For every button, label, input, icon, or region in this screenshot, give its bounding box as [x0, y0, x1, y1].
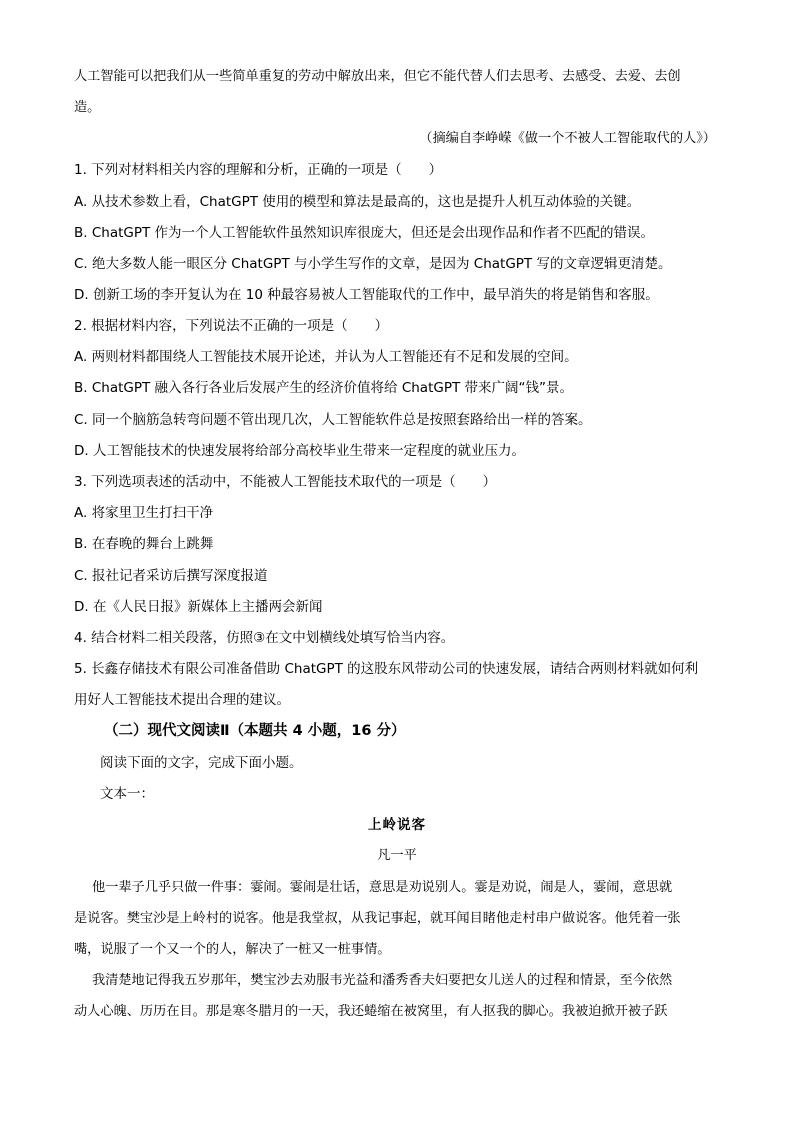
question-4-stem: 4. 结合材料二相关段落，仿照③在文中划横线处填写恰当内容。 [74, 630, 455, 646]
question-1-option-d: D. 创新工场的李开复认为在 10 种最容易被人工智能取代的工作中，最早消失的将是销售和客服。 [74, 287, 659, 303]
section-heading: （二）现代文阅读Ⅱ（本题共 4 小题，16 分） [104, 723, 406, 739]
question-2-option-a: A. 两则材料都围绕人工智能技术展开论述，并认为人工智能还有不足和发展的空间。 [74, 349, 578, 365]
story-line-5: 动人心魄、历历在目。那是寒冬腊月的一天，我还蜷缩在被窝里，有人抠我的脚心。我被迫掀开被子跃 [74, 1004, 668, 1019]
passage-end-line-1: 人工智能可以把我们从一些简单重复的劳动中解放出来，但它不能代替人们去思考、去感受、去爱、去创 [74, 69, 681, 84]
question-5-stem: 5. 长鑫存储技术有限公司准备借助 ChatGPT 的这股东风带动公司的快速发展，请结合两则材料就如何利 [74, 661, 699, 677]
question-5-stem-continued: 用好人工智能技术提出合理的建议。 [74, 692, 290, 708]
question-1-stem: 1. 下列对材料相关内容的理解和分析，正确的一项是（ ） [74, 162, 443, 178]
passage-end-line-2: 造。 [74, 100, 101, 115]
question-3-option-c: C. 报社记者采访后撰写深度报道 [74, 568, 268, 584]
question-3-option-b: B. 在春晚的舞台上跳舞 [74, 536, 214, 552]
question-2-stem: 2. 根据材料内容，下列说法不正确的一项是（ ） [74, 318, 389, 334]
story-line-3: 嘴，说服了一个又一个的人，解决了一桩又一桩事情。 [74, 942, 391, 957]
question-1-option-b: B. ChatGPT 作为一个人工智能软件虽然知识库很庞大，但还是会出现作品和作者不匹配的错误。 [74, 225, 655, 241]
story-title: 上岭说客 [368, 817, 426, 833]
question-1-option-a: A. 从技术参数上看，ChatGPT 使用的模型和算法是最高的，这也是提升人机互动体验的关键。 [74, 194, 641, 210]
question-2-option-b: B. ChatGPT 融入各行各业后发展产生的经济价值将给 ChatGPT 带来广阔“钱”景。 [74, 380, 573, 396]
question-2-option-c: C. 同一个脑筋急转弯问题不管出现几次，人工智能软件总是按照套路给出一样的答案。 [74, 412, 592, 428]
story-author: 凡一平 [377, 848, 417, 863]
question-3-option-a: A. 将家里卫生打扫干净 [74, 505, 214, 521]
question-3-stem: 3. 下列选项表述的活动中，不能被人工智能技术取代的一项是（ ） [74, 474, 497, 490]
passage-source: （摘编自李峥嵘《做一个不被人工智能取代的人》） [419, 131, 716, 146]
story-line-4: 我清楚地记得我五岁那年，樊宝沙去劝服韦光益和潘秀香夫妇要把女儿送人的过程和情景，至今依然 [92, 973, 673, 988]
question-1-option-c: C. 绝大多数人能一眼区分 ChatGPT 与小学生写作的文章，是因为 ChatGPT 写的文章逻辑更清楚。 [74, 256, 672, 272]
text-label: 文本一： [100, 786, 154, 802]
section-instruction: 阅读下面的文字，完成下面小题。 [100, 755, 303, 771]
story-line-2: 是说客。樊宝沙是上岭村的说客。他是我堂叔，从我记事起，就耳闻目睹他走村串户做说客。他凭着一张 [74, 911, 681, 926]
question-2-option-d: D. 人工智能技术的快速发展将给部分高校毕业生带来一定程度的就业压力。 [74, 443, 525, 459]
story-line-1: 他一辈子几乎只做一件事：霎闹。霎闹是壮话，意思是劝说别人。霎是劝说，闹是人，霎闹，意思就 [92, 880, 673, 895]
question-3-option-d: D. 在《人民日报》新媒体上主播两会新闻 [74, 599, 323, 615]
